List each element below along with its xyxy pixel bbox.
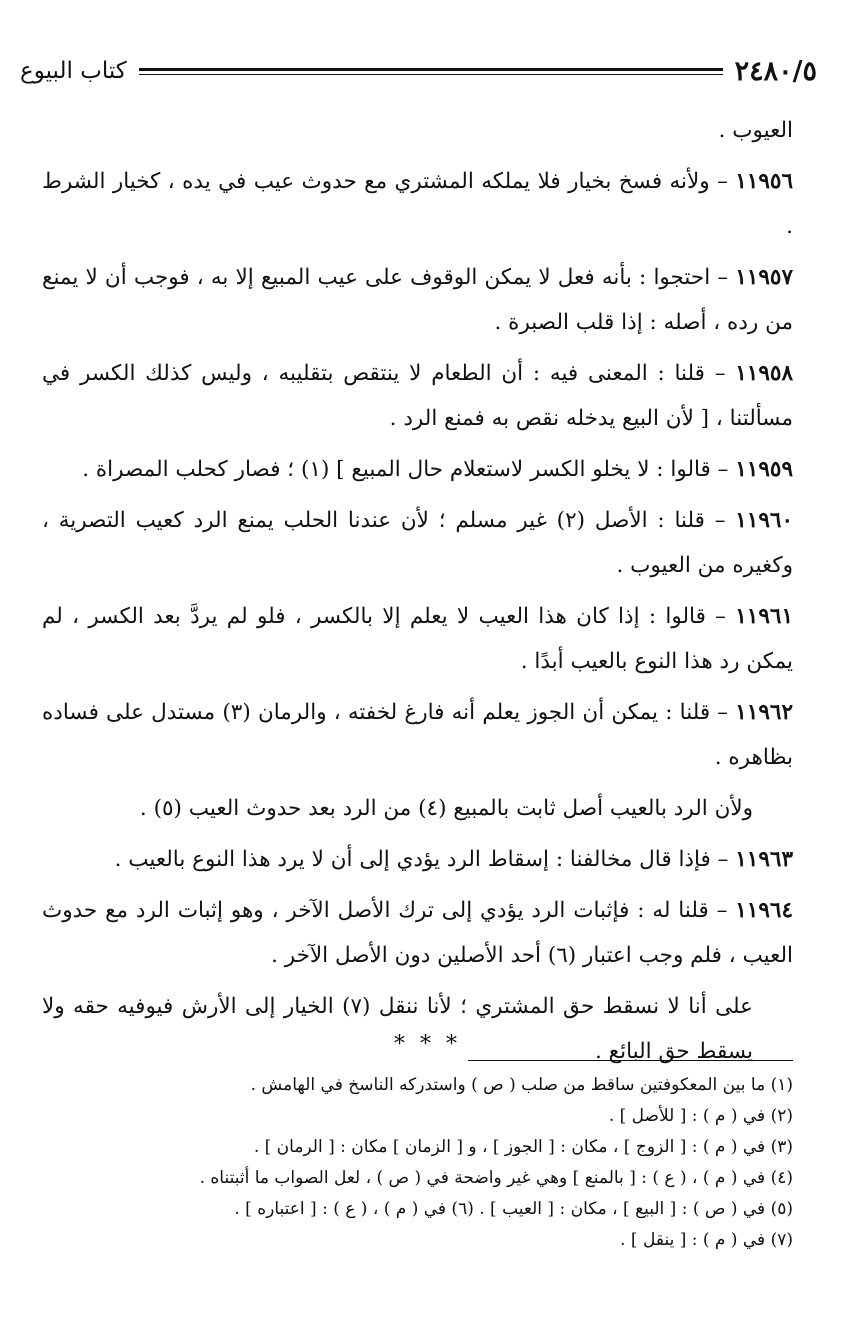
footnote: (١) ما بين المعكوفتين ساقط من صلب ( ص ) واستدركه الناسخ في الهامش .: [250, 1075, 793, 1095]
footnotes: [40, 1070, 793, 1256]
paragraph-number: ١١٩٦٠: [735, 508, 793, 533]
paragraph: [42, 447, 793, 492]
paragraph-number: ١١٩٥٧: [735, 265, 793, 290]
main-text: [42, 108, 793, 1080]
paragraph: [42, 594, 793, 684]
paragraph: [42, 888, 793, 978]
footnote: (٢) في ( م ) : [ للأصل ] .: [608, 1106, 793, 1126]
paragraph-text: – قالوا : إذا كان هذا العيب لا يعلم إلا بالكسر ، فلو لم يردَّ بعد الكسر ، لم يمكن رد هذا النوع بالعيب أبدًا .: [42, 604, 793, 674]
paragraph: [42, 690, 793, 780]
paragraph: [42, 255, 793, 345]
paragraph-text: – قالوا : لا يخلو الكسر لاستعلام حال المبيع ] (١) ؛ فصار كحلب المصراة .: [82, 457, 736, 482]
paragraph-number: ١١٩٦٢: [735, 700, 793, 725]
paragraph-number: ١١٩٦١: [735, 604, 793, 629]
paragraph-text: ولأن الرد بالعيب أصل ثابت بالمبيع (٤) من الرد بعد حدوث العيب (٥) .: [139, 796, 753, 821]
paragraph-text: على أنا لا نسقط حق المشتري ؛ لأنا ننقل (٧) الخيار إلى الأرش فيوفيه حقه ولا يسقط حق البائع .: [42, 994, 753, 1064]
paragraph-text: العيوب .: [718, 118, 793, 143]
paragraph-number: ١١٩٦٤: [735, 898, 793, 923]
footnote-rule: [468, 1060, 793, 1061]
paragraph-text: – قلنا : الأصل (٢) غير مسلم ؛ لأن عندنا الحلب يمنع الرد كعيب التصرية ، وكغيره من العيوب .: [42, 508, 793, 578]
footnote: (٣) في ( م ) : [ الزوج ] ، مكان : [ الجوز ] ، و [ الزمان ] مكان : [ الرمان ] .: [253, 1137, 793, 1157]
paragraph: [42, 351, 793, 441]
paragraph-text: – قلنا له : فإثبات الرد يؤدي إلى ترك الأصل الآخر ، وهو إثبات الرد مع حدوث العيب ، فلم وجب اعتبار (٦) أحد الأصلين دون الأصل الآخر .: [42, 898, 793, 968]
paragraph-text: – احتجوا : بأنه فعل لا يمكن الوقوف على عيب المبيع إلا به ، فوجب أن لا يمنع من رده ، أصله : إذا قلب الصبرة .: [42, 265, 793, 335]
paragraph-text: – قلنا : يمكن أن الجوز يعلم أنه فارغ لخفته ، والرمان (٣) مستدل على فساده بظاهره .: [42, 700, 793, 770]
paragraph-number: ١١٩٥٩: [735, 457, 793, 482]
paragraph: [42, 108, 793, 153]
paragraph-number: ١١٩٦٣: [735, 847, 793, 872]
footnote: (٤) في ( م ) ، ( ع ) : [ بالمنع ] وهي غير واضحة في ( ص ) ، لعل الصواب ما أثبتناه .: [199, 1168, 793, 1188]
paragraph: [42, 837, 793, 882]
paragraph: [42, 786, 793, 831]
paragraph-text: – فإذا قال مخالفنا : إسقاط الرد يؤدي إلى أن لا يرد هذا النوع بالعيب .: [114, 847, 736, 872]
paragraph: [42, 498, 793, 588]
paragraph-number: ١١٩٥٨: [735, 361, 793, 386]
paragraph-text: – قلنا : المعنى فيه : أن الطعام لا ينتقص بتقليبه ، وليس كذلك الكسر في مسألتنا ، [ لأن البيع يدخله نقص به فمنع الرد .: [42, 361, 793, 431]
footnote: (٧) في ( م ) : [ ينقل ] .: [620, 1230, 793, 1250]
paragraph-text: – ولأنه فسخ بخيار فلا يملكه المشتري مع حدوث عيب في يده ، كخيار الشرط .: [42, 169, 793, 239]
paragraph: [42, 159, 793, 249]
book-title: كتاب البيوع: [20, 58, 127, 84]
header-rule: [139, 68, 723, 75]
page-header: [20, 48, 817, 94]
section-separator: * * *: [394, 1032, 461, 1057]
page-number: ٢٤٨٠/٥: [734, 55, 817, 87]
paragraph-number: ١١٩٥٦: [735, 169, 793, 194]
footnote: (٥) في ( ص ) : [ البيع ] ، مكان : [ العيب ] . (٦) في ( م ) ، ( ع ) : [ اعتباره ] .: [234, 1199, 793, 1219]
